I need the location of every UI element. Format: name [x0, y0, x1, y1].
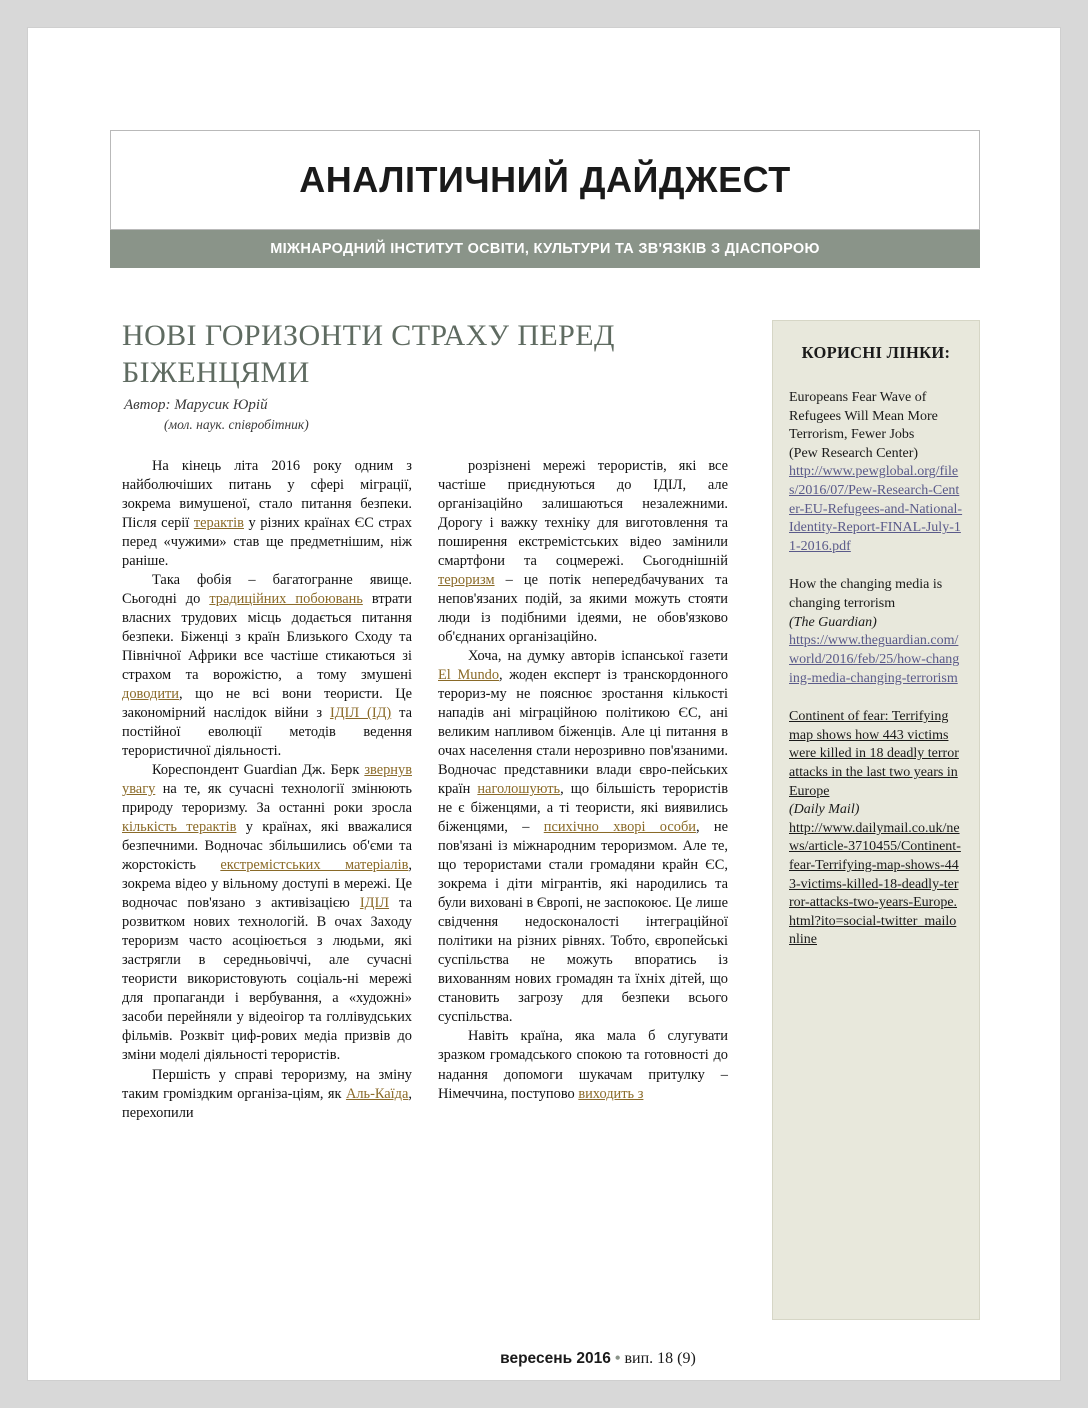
inline-link[interactable]: ІДІЛ (ІД) — [329, 705, 392, 722]
sidebar-link-title: How the changing media is changing terrorism — [789, 577, 943, 612]
sidebar-link-item[interactable] — [789, 708, 963, 950]
page-inner — [82, 82, 1006, 1367]
page-footer — [82, 1350, 1088, 1368]
sidebar-link-source: (Daily Mail) — [789, 802, 860, 818]
article-author: Автор: Марусик Юрій — [124, 397, 268, 413]
body-column-left — [122, 457, 412, 1123]
sidebar-title: КОРИСНІ ЛІНКИ: — [801, 343, 951, 362]
inline-link[interactable]: доводити — [122, 686, 180, 703]
sidebar-link-url[interactable]: https://www.theguardian.com/world/2016/feb/25/how-changing-media-changing-terrorism — [789, 633, 960, 686]
article-title: НОВІ ГОРИЗОНТИ СТРАХУ ПЕРЕД БІЖЕНЦЯМИ — [122, 319, 615, 389]
inline-link[interactable]: кількість терактів — [122, 819, 237, 836]
inline-link[interactable]: психічно хворі особи — [543, 819, 696, 836]
inline-link[interactable]: екстремістських матеріалів — [220, 857, 409, 874]
document-page — [28, 28, 1060, 1380]
paragraph: Кореспондент Guardian Дж. Берк звернув увагу на те, як сучасні технології змінюють природу тероризму. За останні роки зросла кількість терактів у країнах, які вважалися безпечними. Водночас збільшились об'єми та жорстокість екстремістських матеріалів, зокрема відео у вільному доступі в мережі. Це водночас пов'язано з активізацією ІДІЛ та розвитком нових технологій. В очах Заходу тероризм часто асоціюється з людьми, які застрягли в середньовіччі, але сучасні теористи використовують соціаль-ні мережі для пропаганди і вербування, а «художні» засоби перейняли у відеоігор та голлівудських фільмів. Розквіт циф-рових медіа призвів до зміни моделі діяльності терористів. — [122, 762, 413, 1064]
paragraph: Навіть країна, яка мала б слугувати зразком громадського спокою та готовності до надання допомоги шукачам притулку – Німеччина, поступово виходить з — [438, 1028, 728, 1102]
sidebar-link-source: (Pew Research Center) — [789, 445, 919, 461]
footer-date: вересень 2016 — [500, 1350, 611, 1367]
article-author-role: (мол. наук. співробітник) — [164, 417, 309, 432]
paragraph: Першість у справі тероризму, на зміну таким громіздким організа-ціям, як Аль-Каїда, перехопили — [122, 1066, 412, 1121]
inline-link[interactable]: традиційних побоювань — [209, 591, 363, 608]
sidebar-link-title: Continent of fear: Terrifying map shows how 443 victims were killed in 18 deadly terror attacks in the last two years in Europe — [789, 709, 959, 799]
inline-link[interactable]: виходить з — [578, 1085, 644, 1102]
inline-link[interactable]: звернув увагу — [122, 762, 412, 798]
masthead-title: АНАЛІТИЧНИЙ ДАЙДЖЕСТ — [299, 159, 791, 200]
inline-link[interactable]: El Mundo — [438, 667, 500, 684]
paragraph: Хоча, на думку авторів іспанської газети El Mundo, жоден експерт із транскордонного терориз-му не пояснює зростання кількості нападів ані міграційною політикою ЄС, ані великим напливом біженців. Але ці питання в очах населення стали нерозривно пов'язаними. Водночас представники влади євро-пейських країн наголошують, що більшість терористів не є біженцями, а ті теористи, які виявились біженцями, – психічно хворі особи, не пов'язані із міжнародним тероризмом. Але те, що терористами стали громадяни крайн ЄС, зокрема і діти мігрантів, які народились та були виховані в Європі, не заспокоює. Це лише свідчення недосконалості інтеграційної політики на різних рівнях. Тобто, європейські суспільства не можуть впоратись із вихованням нових громадян та їхніх дітей, що становить загрозу для безпеки всього суспільства. — [438, 648, 729, 1026]
sidebar-links-list — [789, 389, 963, 950]
sidebar-link-url[interactable]: http://www.pewglobal.org/files/2016/07/Pew-Research-Center-EU-Refugees-and-National-Identity-Report-FINAL-July-11-2016.pdf — [789, 464, 963, 554]
masthead — [110, 130, 980, 230]
paragraph: Така фобія – багатогранне явище. Сьогодні до традиційних побоювань втрати власних трудових місць додається питання безпеки. Біженці з країн Близького Сходу та Північної Африки все частіше стикаються зі страхом та ворожістю, а тому змушені доводити, що не всі вони теористи. Це закономірний наслідок війни з ІДІЛ (ІД) та постійної еволюції методів ведення терористичної діяльності. — [122, 572, 413, 760]
sidebar-link-item[interactable] — [789, 389, 963, 556]
useful-links-sidebar — [772, 320, 980, 1320]
inline-link[interactable]: терактів — [193, 515, 244, 532]
masthead-subtitle: МІЖНАРОДНИЙ ІНСТИТУТ ОСВІТИ, КУЛЬТУРИ ТА ЗВ'ЯЗКІВ З ДІАСПОРОЮ — [270, 241, 820, 257]
paragraph: розрізнені мережі терористів, які все частіше приєднуються до ІДІЛ, але організаційно залишаються незалежними. Дорогу і важку техніку для виготовлення та поширення екстремістських відео замінили смартфони та соцмережі. Сьогоднішній тероризм – це потік непередбачуваних та непов'язаних подій, за якими можуть стояти люди із подібними ідеями, не обов'язково об'єднаних організаційно. — [438, 458, 728, 646]
sidebar-link-title: Europeans Fear Wave of Refugees Will Mean More Terrorism, Fewer Jobs — [789, 390, 938, 443]
body-column-middle — [438, 457, 728, 1104]
inline-link[interactable]: Аль-Каїда — [345, 1085, 409, 1102]
sidebar-link-source: (The Guardian) — [789, 614, 877, 630]
sidebar-link-url[interactable]: http://www.dailymail.co.uk/news/article-3710455/Continent-fear-Terrifying-map-shows-443-victims-killed-18-deadly-terror-attacks-two-years-Europe.html?ito=social-twitter_mailonline — [789, 820, 961, 948]
inline-link[interactable]: ІДІЛ — [359, 895, 390, 912]
inline-link[interactable]: тероризм — [438, 572, 495, 589]
masthead-subtitle-bar — [110, 230, 980, 268]
paragraph: На кінець літа 2016 року одним з найболючіших питань у сфері міграції, зокрема вимушеної, стало питання безпеки. Після серії терактів у різних країнах ЄС страх перед «чужими» став ще предметнішим, ніж раніше. — [122, 458, 412, 570]
inline-link[interactable]: наголошують — [477, 781, 561, 798]
footer-issue: вип. 18 (9) — [624, 1350, 696, 1367]
sidebar-link-item[interactable] — [789, 576, 963, 688]
footer-separator: • — [614, 1350, 621, 1367]
